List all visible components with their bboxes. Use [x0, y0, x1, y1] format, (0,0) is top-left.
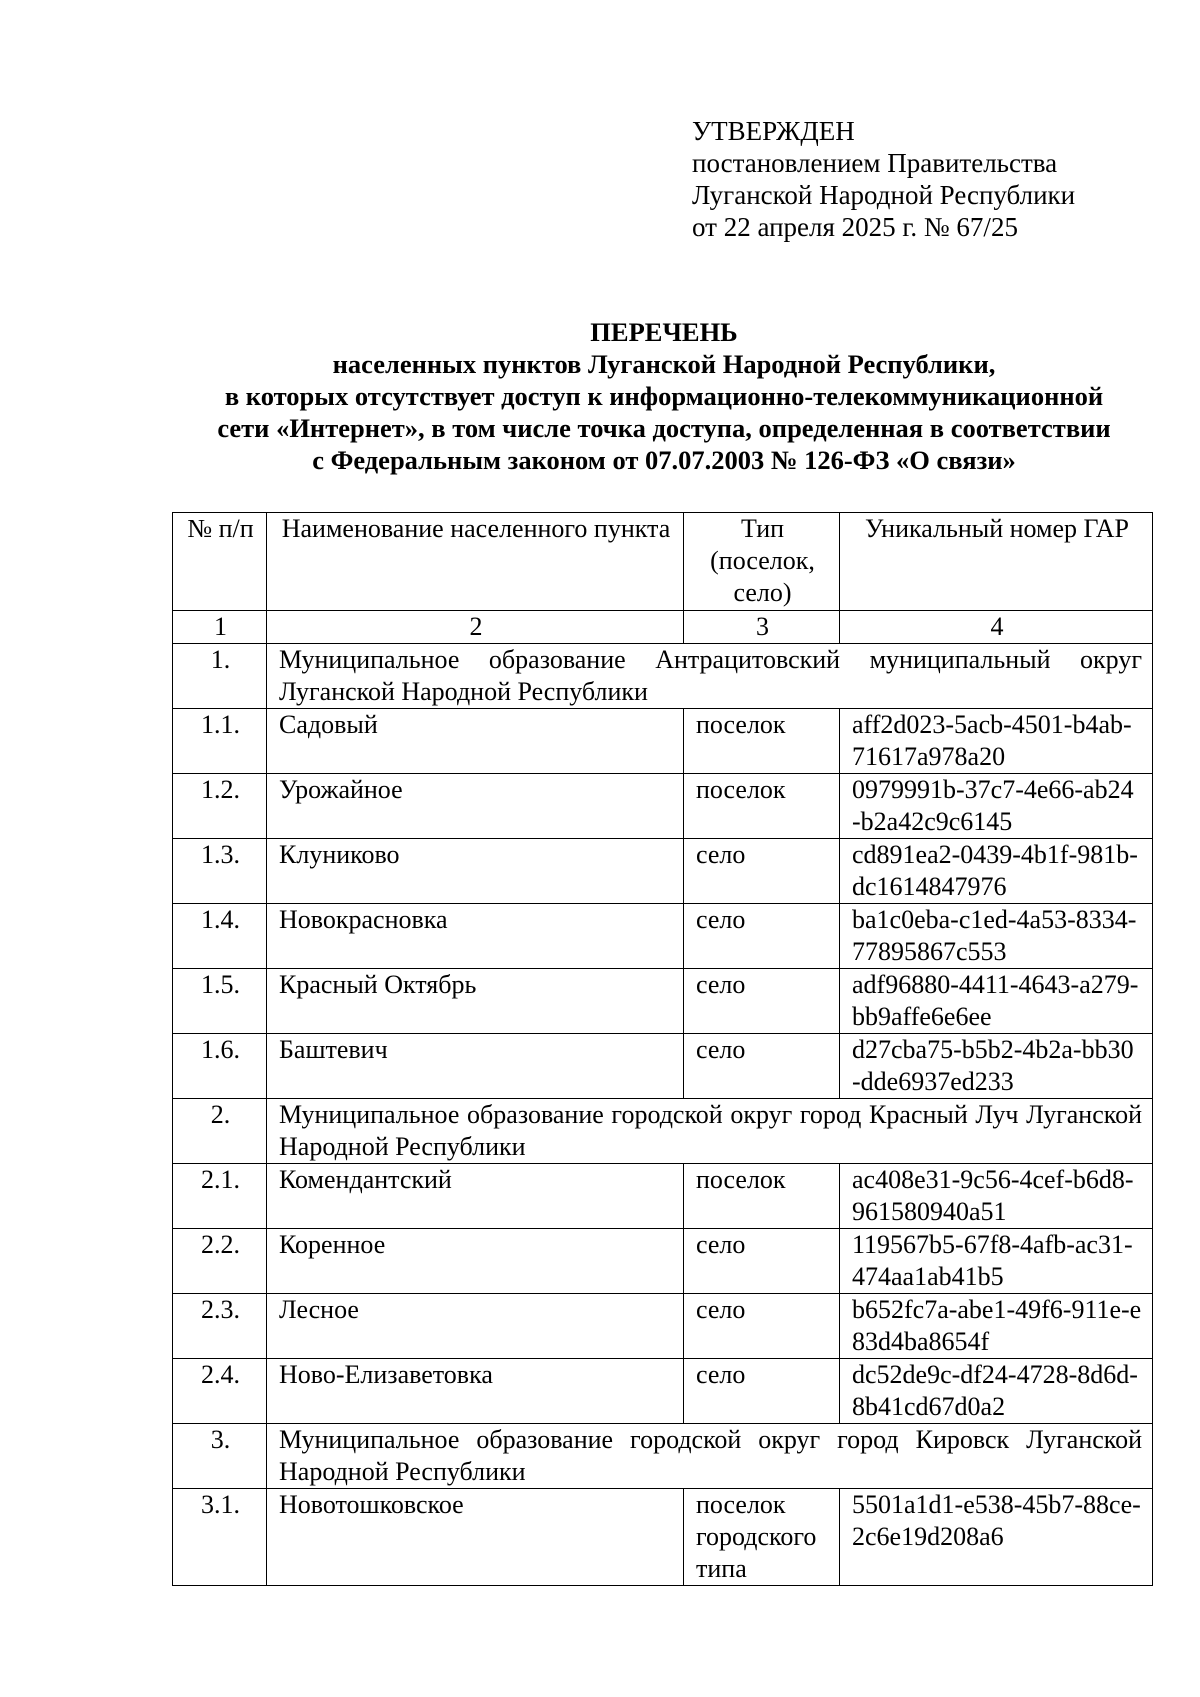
approval-line: от 22 апреля 2025 г. № 67/25	[692, 212, 1018, 242]
approval-line: Луганской Народной Республики	[692, 180, 1076, 210]
header-type: Тип (поселок, село)	[684, 513, 840, 611]
settlement-name: Красный Октябрь	[267, 969, 684, 1034]
gar-id-text: 5501a1d1-e538-45b7-88ce-2c6e19d208a6	[852, 1490, 1141, 1551]
settlement-name: Баштевич	[267, 1034, 684, 1099]
row-number: 1.3.	[173, 839, 267, 904]
column-number: 3	[684, 611, 840, 644]
row-number: 2.3.	[173, 1294, 267, 1359]
row-number: 1.1.	[173, 709, 267, 774]
settlement-name: Садовый	[267, 709, 684, 774]
heading-line: населенных пунктов Луганской Народной Республики,	[332, 349, 996, 379]
settlement-type: село	[684, 839, 840, 904]
table-row	[173, 1294, 1153, 1359]
settlement-name: Урожайное	[267, 774, 684, 839]
gar-id	[840, 774, 1153, 839]
settlement-name: Комендантский	[267, 1164, 684, 1229]
row-number: 2.4.	[173, 1359, 267, 1424]
settlement-type: поселок	[684, 1164, 840, 1229]
settlement-type: поселок	[684, 709, 840, 774]
gar-id-text: ac408e31-9c56-4cef-b6d8-961580940a51	[852, 1165, 1134, 1226]
table-row	[173, 969, 1153, 1034]
table-row	[173, 904, 1153, 969]
group-number: 1.	[173, 644, 267, 709]
gar-id	[840, 1034, 1153, 1099]
gar-id-text: 119567b5-67f8-4afb-ac31-474aa1ab41b5	[852, 1230, 1133, 1291]
group-row	[173, 644, 1153, 709]
column-number: 2	[267, 611, 684, 644]
approval-line: постановлением Правительства	[692, 148, 1058, 178]
row-number: 1.4.	[173, 904, 267, 969]
heading-line: сети «Интернет», в том числе точка доступа, определенная в соответствии	[217, 413, 1111, 443]
table-header-row	[173, 513, 1153, 611]
settlement-name: Ново-Елизаветовка	[267, 1359, 684, 1424]
heading-line: с Федеральным законом от 07.07.2003 № 126-ФЗ «О связи»	[312, 445, 1016, 475]
gar-id	[840, 969, 1153, 1034]
table-row	[173, 1034, 1153, 1099]
gar-id	[840, 1359, 1153, 1424]
settlements-table	[172, 512, 1153, 1586]
row-number: 3.1.	[173, 1489, 267, 1586]
row-number: 2.2.	[173, 1229, 267, 1294]
gar-id	[840, 1164, 1153, 1229]
group-row	[173, 1424, 1153, 1489]
group-number: 3.	[173, 1424, 267, 1489]
gar-id-text: cd891ea2-0439-4b1f-981b-dc1614847976	[852, 840, 1138, 901]
gar-id	[840, 904, 1153, 969]
settlement-type: село	[684, 904, 840, 969]
table-row	[173, 1164, 1153, 1229]
settlement-name: Лесное	[267, 1294, 684, 1359]
row-number: 1.2.	[173, 774, 267, 839]
column-number: 4	[840, 611, 1153, 644]
column-number: 1	[173, 611, 267, 644]
settlement-name: Коренное	[267, 1229, 684, 1294]
table-row	[173, 839, 1153, 904]
header-name: Наименование населенного пункта	[267, 513, 684, 611]
header-num: № п/п	[173, 513, 267, 611]
approval-block	[692, 115, 1075, 243]
gar-id-text: b652fc7a-abe1-49f6-911e-e83d4ba8654f	[852, 1295, 1142, 1356]
group-title: Муниципальное образование городской округ город Кировск Луганской Народной Республики	[267, 1424, 1153, 1489]
gar-id-text: d27cba75-b5b2-4b2a-bb30-dde6937ed233	[852, 1035, 1134, 1096]
settlement-type: поселок	[684, 774, 840, 839]
heading-title: ПЕРЕЧЕНЬ	[590, 317, 738, 347]
settlement-name: Новотошковское	[267, 1489, 684, 1586]
gar-id	[840, 1489, 1153, 1586]
settlement-type: село	[684, 1034, 840, 1099]
settlement-type: село	[684, 969, 840, 1034]
group-number: 2.	[173, 1099, 267, 1164]
table-row	[173, 774, 1153, 839]
table-row	[173, 1229, 1153, 1294]
heading-line: в которых отсутствует доступ к информационно-телекоммуникационной	[224, 381, 1104, 411]
gar-id	[840, 709, 1153, 774]
row-number: 1.5.	[173, 969, 267, 1034]
row-number: 2.1.	[173, 1164, 267, 1229]
gar-id	[840, 1294, 1153, 1359]
settlement-type: поселок городского типа	[684, 1489, 840, 1586]
document-heading	[0, 316, 1200, 476]
table-row	[173, 1489, 1153, 1586]
header-gar: Уникальный номер ГАР	[840, 513, 1153, 611]
gar-id-text: dc52de9c-df24-4728-8d6d-8b41cd67d0a2	[852, 1360, 1138, 1421]
gar-id	[840, 1229, 1153, 1294]
settlement-type: село	[684, 1294, 840, 1359]
settlement-name: Новокрасновка	[267, 904, 684, 969]
group-row	[173, 1099, 1153, 1164]
table-row	[173, 1359, 1153, 1424]
group-title: Муниципальное образование Антрацитовский муниципальный округ Луганской Народной Республики	[267, 644, 1153, 709]
gar-id-text: aff2d023-5acb-4501-b4ab-71617a978a20	[852, 710, 1132, 771]
row-number: 1.6.	[173, 1034, 267, 1099]
approval-line: УТВЕРЖДЕН	[692, 116, 855, 146]
column-number-row	[173, 611, 1153, 644]
settlement-type: село	[684, 1359, 840, 1424]
settlement-name: Клуниково	[267, 839, 684, 904]
table-row	[173, 709, 1153, 774]
gar-id-text: ba1c0eba-c1ed-4a53-8334-77895867c553	[852, 905, 1137, 966]
group-title: Муниципальное образование городской округ город Красный Луч Луганской Народной Республики	[267, 1099, 1153, 1164]
table-body	[173, 644, 1153, 1586]
gar-id	[840, 839, 1153, 904]
gar-id-text: adf96880-4411-4643-a279-bb9affe6e6ee	[852, 970, 1139, 1031]
gar-id-text: 0979991b-37c7-4e66-ab24-b2a42c9c6145	[852, 775, 1134, 836]
settlement-type: село	[684, 1229, 840, 1294]
